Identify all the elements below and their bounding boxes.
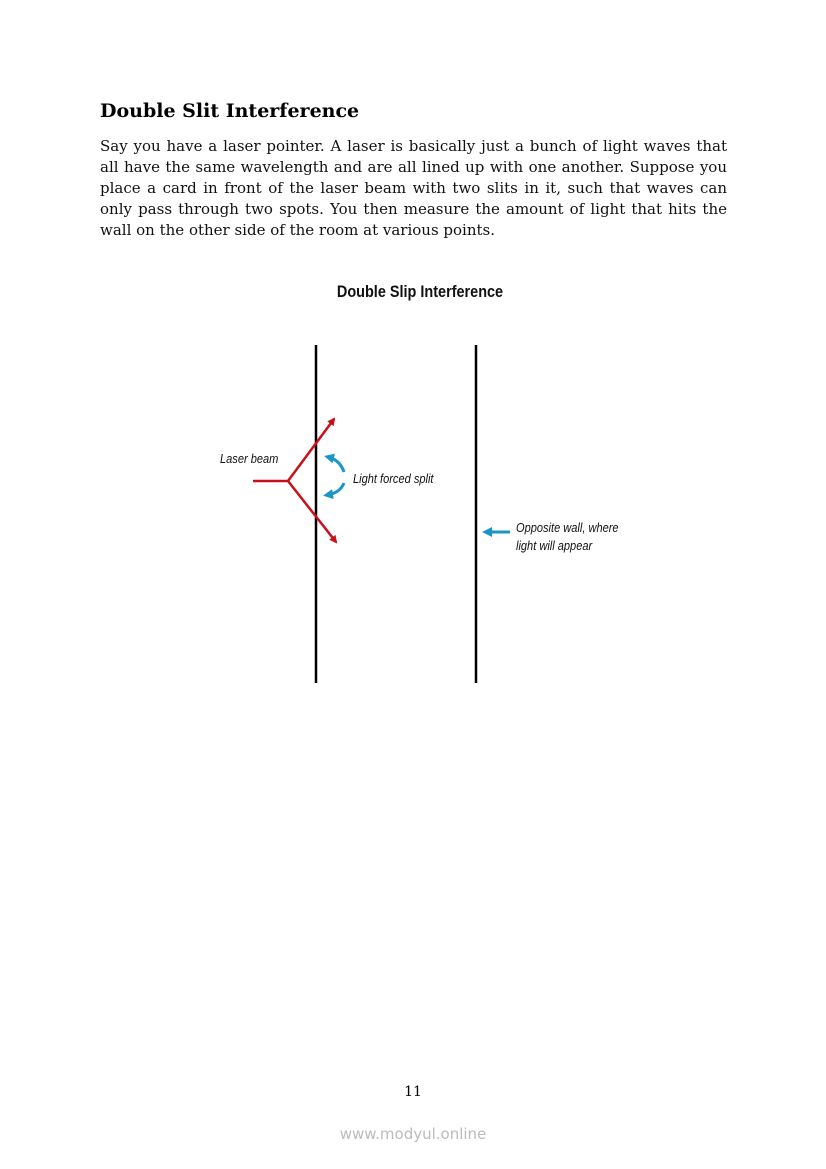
laser-beam-label: Laser beam: [220, 451, 279, 466]
watermark: www.modyul.online: [339, 1125, 487, 1143]
wall-label-line1: Opposite wall, where: [516, 520, 619, 535]
figure-title: Double Slip Interference: [336, 282, 504, 301]
body-paragraph: Say you have a laser pointer. A laser is basically just a bunch of light waves that all have the same wavelength and are all lined up with one another. Suppose you place a card in front of the laser beam with two slits in it, such that waves can only pass through two spots. You then measure the amount of light that hits the wall on the other side of the room at various points.: [100, 137, 727, 239]
wall-label-line2: light will appear: [516, 538, 593, 553]
section-heading: Double Slit Interference: [100, 100, 360, 122]
laser-beam: [253, 419, 336, 542]
page-number: 11: [404, 1084, 422, 1100]
light-split-label: Light forced split: [353, 471, 434, 486]
split-arrows: [327, 457, 344, 495]
